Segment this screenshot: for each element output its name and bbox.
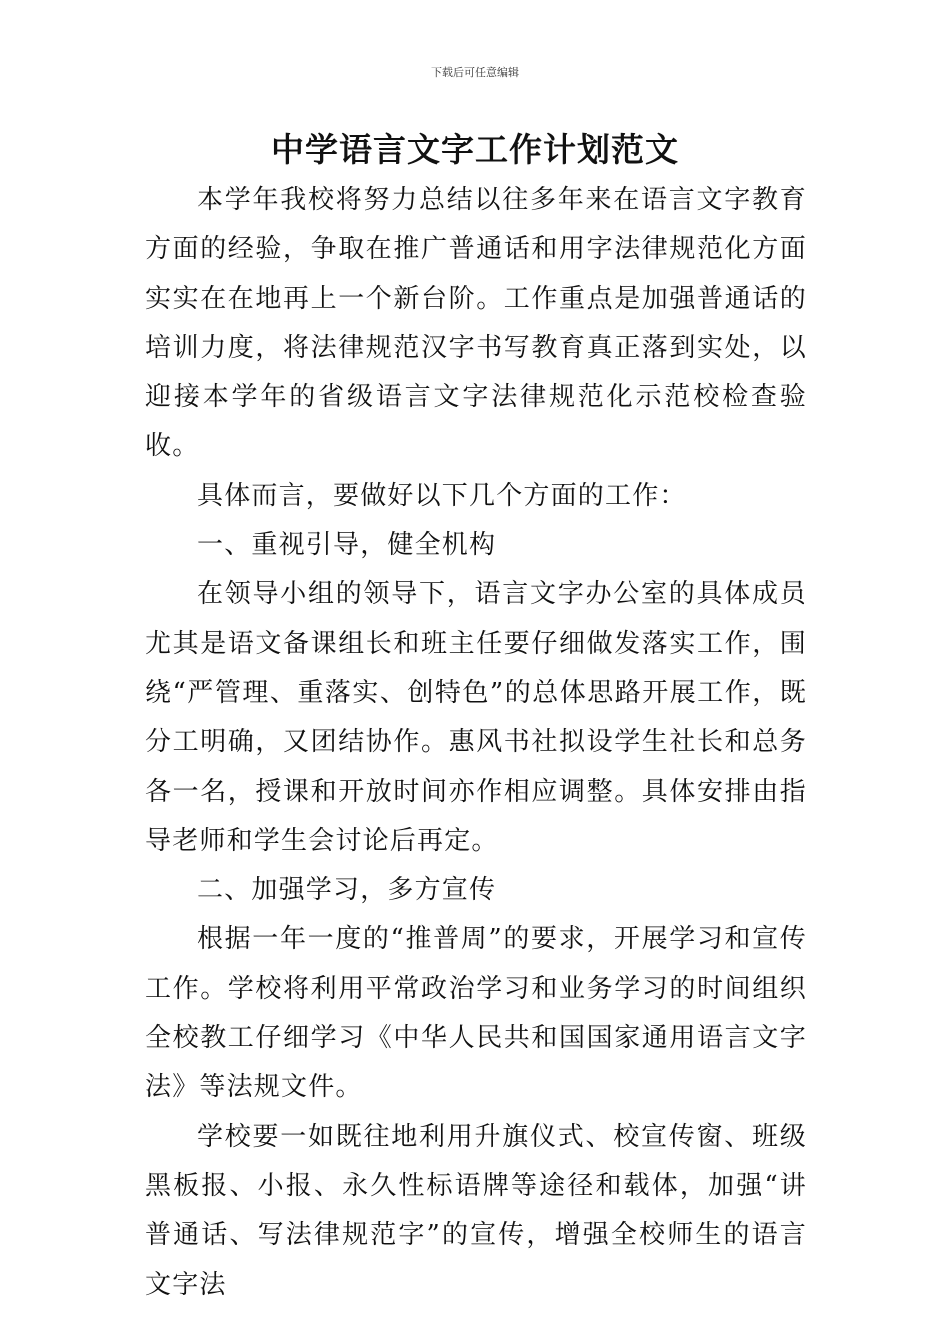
section-heading-2: 二、加强学习，多方宣传 [197, 875, 497, 906]
header-note: 下载后可任意编辑 [431, 66, 519, 79]
paragraph-section-2a: 根据一年一度的“推普周”的要求，开展学习和宣传工作。学校将利用平常政治学习和业务学习的时间组织全校教工仔细学习《中华人民共和国国家通用语言文字法》等法规文件。 [145, 924, 807, 1103]
section-heading-1: 一、重视引导，健全机构 [197, 530, 497, 561]
paragraph-overview: 具体而言，要做好以下几个方面的工作： [197, 480, 687, 511]
paragraph-section-1: 在领导小组的领导下，语言文字办公室的具体成员尤其是语文备课组长和班主任要仔细做发落实工作，围绕“严管理、重落实、创特色”的总体思路开展工作，既分工明确，又团结协作。惠风书社拟设学生社长和总务各一名，授课和开放时间亦作相应调整。具体安排由指导老师和学生会讨论后再定。 [145, 579, 807, 856]
document-title: 中学语言文字工作计划范文 [271, 130, 679, 169]
paragraph-intro: 本学年我校将努力总结以往多年来在语言文字教育方面的经验，争取在推广普通话和用字法律规范化方面实实在在地再上一个新台阶。工作重点是加强普通话的培训力度，将法律规范汉字书写教育真正落到实处，以迎接本学年的省级语言文字法律规范化示范校检查验收。 [145, 185, 807, 462]
document-body [145, 176, 807, 1310]
paragraph-section-2b: 学校要一如既往地利用升旗仪式、校宣传窗、班级黑板报、小报、永久性标语牌等途径和载体，加强“讲普通话、写法律规范字”的宣传，增强全校师生的语言文字法 [145, 1121, 807, 1300]
